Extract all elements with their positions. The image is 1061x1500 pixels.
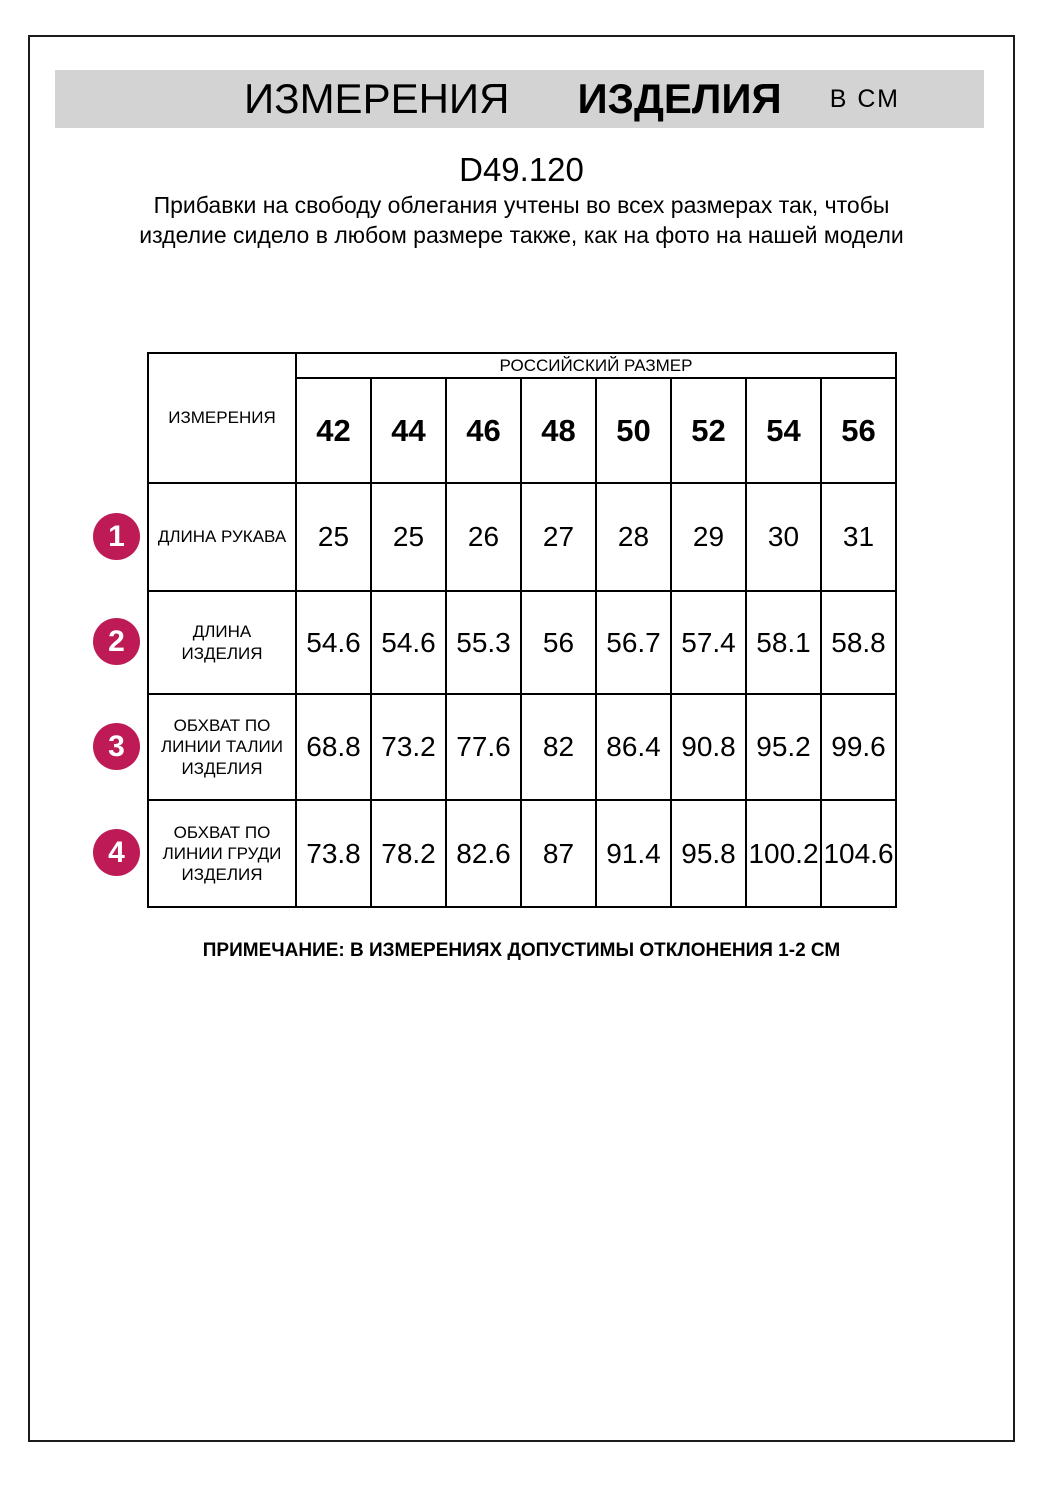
cell: 99.6	[821, 694, 896, 800]
size-col-46: 46	[446, 378, 521, 483]
row-label: ОБХВАТ ПО ЛИНИИ ГРУДИ ИЗДЕЛИЯ	[148, 800, 296, 907]
cell: 55.3	[446, 591, 521, 694]
cell: 78.2	[371, 800, 446, 907]
row-label: ДЛИНА ИЗДЕЛИЯ	[148, 591, 296, 694]
size-table	[147, 352, 897, 908]
cell: 54.6	[296, 591, 371, 694]
cell: 57.4	[671, 591, 746, 694]
cell: 27	[521, 483, 596, 591]
cell: 25	[371, 483, 446, 591]
page-frame	[28, 35, 1015, 1442]
fit-description: Прибавки на свободу облегания учтены во всех размерах так, чтобы изделие сидело в любом размере также, как на фото на нашей модели	[139, 192, 904, 249]
table-row-waist-girth	[148, 694, 896, 800]
cell: 95.2	[746, 694, 821, 800]
cell: 28	[596, 483, 671, 591]
row-marker-2-badge: 2	[93, 618, 140, 665]
row-label: ДЛИНА РУКАВА	[148, 483, 296, 591]
cell: 56	[521, 591, 596, 694]
cell: 29	[671, 483, 746, 591]
cell: 26	[446, 483, 521, 591]
page-title-measurements: ИЗМЕРЕНИЯ	[244, 75, 510, 122]
cell: 73.2	[371, 694, 446, 800]
size-col-48: 48	[521, 378, 596, 483]
cell: 91.4	[596, 800, 671, 907]
size-col-54: 54	[746, 378, 821, 483]
cell: 58.1	[746, 591, 821, 694]
tolerance-note: ПРИМЕЧАНИЕ: В ИЗМЕРЕНИЯХ ДОПУСТИМЫ ОТКЛОНЕНИЯ 1-2 СМ	[202, 940, 841, 961]
cell: 56.7	[596, 591, 671, 694]
size-col-42: 42	[296, 378, 371, 483]
cell: 82	[521, 694, 596, 800]
russian-size-header: РОССИЙСКИЙ РАЗМЕР	[296, 353, 896, 378]
cell: 87	[521, 800, 596, 907]
size-col-52: 52	[671, 378, 746, 483]
title-bar	[55, 70, 984, 128]
row-label: ОБХВАТ ПО ЛИНИИ ТАЛИИ ИЗДЕЛИЯ	[148, 694, 296, 800]
table-row-product-length	[148, 591, 896, 694]
cell: 25	[296, 483, 371, 591]
cell: 30	[746, 483, 821, 591]
table-row-chest-girth	[148, 800, 896, 907]
cell: 58.8	[821, 591, 896, 694]
cell: 54.6	[371, 591, 446, 694]
model-code: D49.120	[459, 151, 584, 188]
size-col-44: 44	[371, 378, 446, 483]
cell: 73.8	[296, 800, 371, 907]
cell: 77.6	[446, 694, 521, 800]
row-marker-1-badge: 1	[93, 513, 140, 560]
table-row-sleeve-length	[148, 483, 896, 591]
size-col-56: 56	[821, 378, 896, 483]
row-marker-4-badge: 4	[93, 829, 140, 876]
cell: 82.6	[446, 800, 521, 907]
cell: 90.8	[671, 694, 746, 800]
size-col-50: 50	[596, 378, 671, 483]
row-marker-3-badge: 3	[93, 723, 140, 770]
cell: 86.4	[596, 694, 671, 800]
cell: 100.2	[746, 800, 821, 907]
cell: 31	[821, 483, 896, 591]
cell: 95.8	[671, 800, 746, 907]
page-title-product: ИЗДЕЛИЯ	[577, 75, 782, 122]
measurements-column-header: ИЗМЕРЕНИЯ	[148, 353, 296, 483]
cell: 68.8	[296, 694, 371, 800]
cell: 104.6	[821, 800, 896, 907]
page-title-units: В СМ	[829, 84, 900, 113]
